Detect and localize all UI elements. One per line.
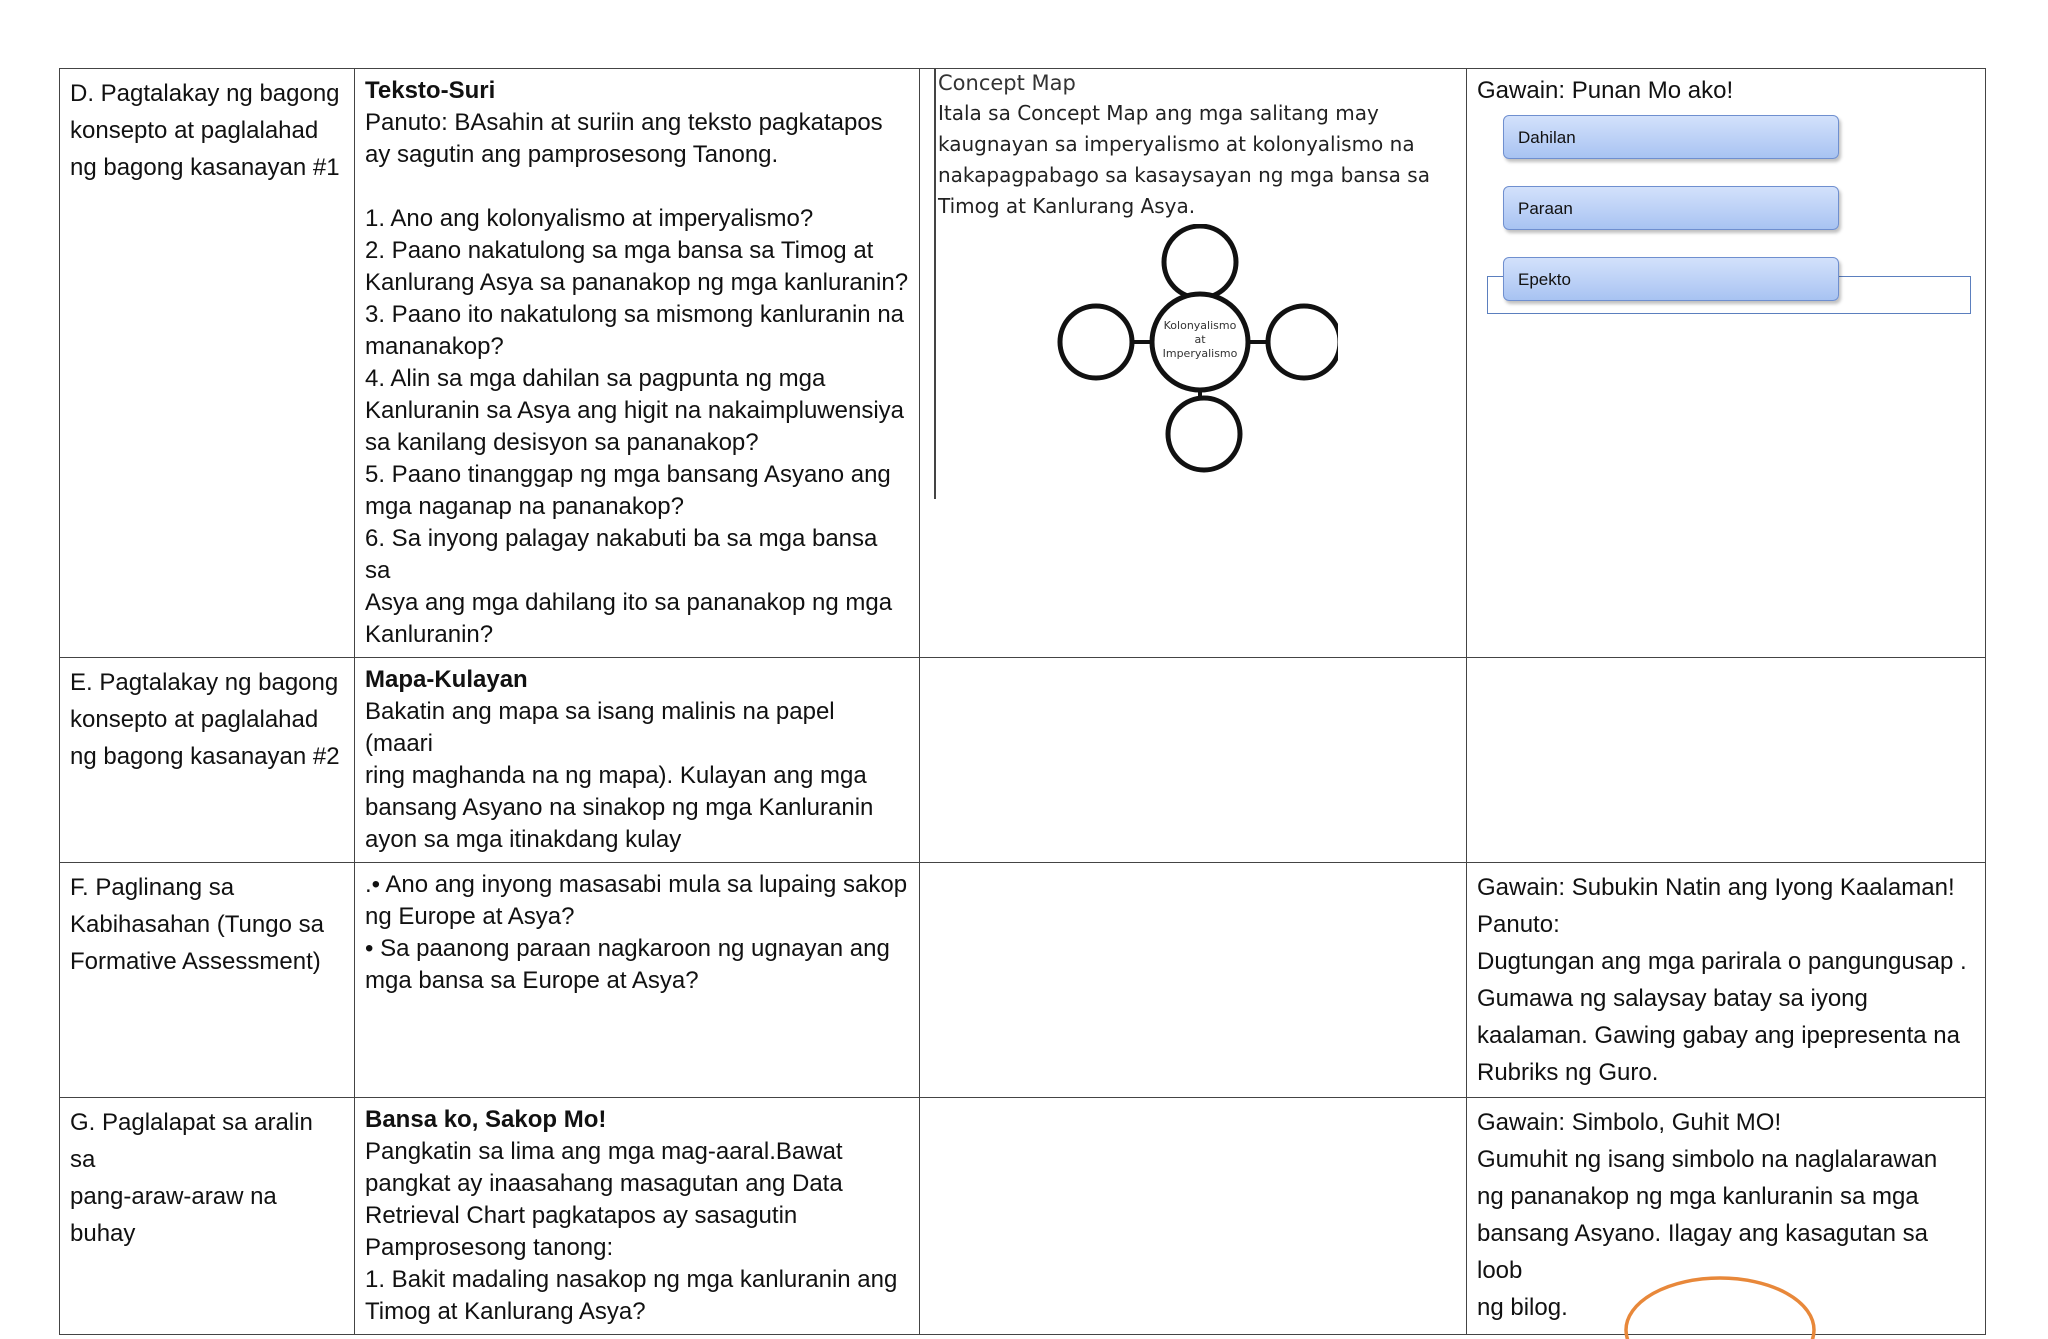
task-line: ng bilog. xyxy=(1477,1294,1568,1321)
question-line: Asya ang mga dahilang ito sa pananakop ng mga xyxy=(365,589,893,616)
task-line: Gawain: Subukin Natin ang Iyong Kaalaman! xyxy=(1477,874,1955,901)
task-line: bansang Asyano. Ilagay ang kasagutan sa loob xyxy=(1477,1220,1929,1284)
row-label-line: E. Pagtalakay ng bagong xyxy=(70,669,339,696)
task-line: Dugtungan ang mga parirala o pangungusap . xyxy=(1477,948,1967,975)
activity-cell xyxy=(355,658,920,863)
concept-map-instruction: kaugnayan sa imperyalismo at kolonyalismo na xyxy=(938,132,1415,156)
concept-bubble-top[interactable] xyxy=(1164,226,1236,298)
row-label-line: ng bagong kasanayan #1 xyxy=(70,154,340,181)
row-label-line: D. Pagtalakay ng bagong xyxy=(70,80,340,107)
task-line: Gumawa ng salaysay batay sa iyong xyxy=(1477,985,1868,1012)
activity-line: Bakatin ang mapa sa isang malinis na papel (maari xyxy=(365,698,835,757)
activity-line: Panuto: BAsahin at suriin ang teksto pagkatapos xyxy=(365,109,883,136)
table-row xyxy=(60,658,1986,863)
activity-title: Teksto-Suri xyxy=(365,77,496,104)
row-label-line: F. Paglinang sa xyxy=(70,874,235,901)
question-line: 2. Paano nakatulong sa mga bansa sa Timog at xyxy=(365,237,874,264)
concept-bubble-left[interactable] xyxy=(1060,306,1132,378)
task-line: Rubriks ng Guro. xyxy=(1477,1059,1659,1086)
activity-line: Pangkatin sa lima ang mga mag-aaral.Bawat xyxy=(365,1138,843,1165)
row-label-line: Formative Assessment) xyxy=(70,948,321,975)
concept-map-instruction: nakapagpabago sa kasaysayan ng mga bansa sa xyxy=(938,163,1430,187)
task-bars xyxy=(1477,107,1975,347)
activity-line: ay sagutin ang pamprosesong Tanong. xyxy=(365,141,779,168)
row-label-line: Kabihasahan (Tungo sa xyxy=(70,911,324,938)
activity-line: bansang Asyano na sinakop ng mga Kanluranin xyxy=(365,794,874,821)
activity-line: ring maghanda na ng mapa). Kulayan ang mga xyxy=(365,762,867,789)
table-row xyxy=(60,69,1986,658)
bullet-line: .• Ano ang inyong masasabi mula sa lupaing sakop xyxy=(365,871,908,898)
activity-line: 1. Bakit madaling nasakop ng mga kanluranin ang xyxy=(365,1266,898,1293)
task-line: ng pananakop ng mga kanluranin sa mga xyxy=(1477,1183,1919,1210)
concept-map-diagram xyxy=(1018,224,1338,494)
concept-map-cell xyxy=(920,69,1467,658)
center-label-line: at xyxy=(1194,333,1206,346)
center-label-line: Imperyalismo xyxy=(1162,347,1238,360)
question-line: Kanluranin? xyxy=(365,621,494,648)
row-label-line: ng bagong kasanayan #2 xyxy=(70,743,340,770)
task-line: Gumuhit ng isang simbolo na naglalarawan xyxy=(1477,1146,1938,1173)
concept-map-instruction: Timog at Kanlurang Asya. xyxy=(938,194,1196,218)
row-label-cell xyxy=(60,1098,355,1335)
bullet-line: • Sa paanong paraan nagkaroon ng ugnayan ang xyxy=(365,935,890,962)
empty-cell xyxy=(920,863,1467,1098)
question-line: sa kanilang desisyon sa pananakop? xyxy=(365,429,759,456)
row-label-line: pang-araw-araw na xyxy=(70,1183,277,1210)
row-label-cell xyxy=(60,69,355,658)
activity-title: Bansa ko, Sakop Mo! xyxy=(365,1106,607,1133)
activity-cell xyxy=(355,1098,920,1335)
table-row xyxy=(60,863,1986,1098)
concept-bubble-bottom[interactable] xyxy=(1168,398,1240,470)
empty-cell xyxy=(920,658,1467,863)
task-cell xyxy=(1467,69,1986,658)
question-line: Kanluranin sa Asya ang higit na nakaimpluwensiya xyxy=(365,397,905,424)
bar-epekto: Epekto xyxy=(1503,257,1839,301)
activity-line: Retrieval Chart pagkatapos ay sasagutin xyxy=(365,1202,798,1229)
bar-paraan: Paraan xyxy=(1503,186,1839,230)
margin-rule xyxy=(934,69,936,499)
bullet-line: mga bansa sa Europe at Asya? xyxy=(365,967,699,994)
row-label-line: buhay xyxy=(70,1220,136,1247)
activity-line: pangkat ay inaasahang masagutan ang Data xyxy=(365,1170,843,1197)
concept-map-title: Concept Map xyxy=(938,71,1076,95)
question-line: 1. Ano ang kolonyalismo at imperyalismo? xyxy=(365,205,814,232)
row-label-line: konsepto at paglalahad xyxy=(70,706,319,733)
question-line: 4. Alin sa mga dahilan sa pagpunta ng mga xyxy=(365,365,826,392)
task-line: Gawain: Simbolo, Guhit MO! xyxy=(1477,1109,1782,1136)
empty-cell xyxy=(920,1098,1467,1335)
task-line: Panuto: xyxy=(1477,911,1560,938)
row-label-line: konsepto at paglalahad xyxy=(70,117,319,144)
question-line: 6. Sa inyong palagay nakabuti ba sa mga bansa sa xyxy=(365,525,878,584)
question-line: mga naganap na pananakop? xyxy=(365,493,684,520)
row-label-cell xyxy=(60,658,355,863)
concept-map-instruction: Itala sa Concept Map ang mga salitang may xyxy=(938,101,1379,125)
activity-line: Timog at Kanlurang Asya? xyxy=(365,1298,646,1325)
concept-bubble-right[interactable] xyxy=(1268,306,1338,378)
row-label-line: G. Paglalapat sa aralin sa xyxy=(70,1109,313,1173)
activity-line: ayon sa mga itinakdang kulay xyxy=(365,826,682,853)
bar-dahilan: Dahilan xyxy=(1503,115,1839,159)
activity-cell xyxy=(355,863,920,1098)
lesson-plan-table xyxy=(59,68,1986,1335)
activity-title: Mapa-Kulayan xyxy=(365,666,528,693)
row-label-cell xyxy=(60,863,355,1098)
task-title: Gawain: Punan Mo ako! xyxy=(1477,77,1734,104)
drawing-oval-shape xyxy=(1620,1270,1820,1339)
bullet-line: ng Europe at Asya? xyxy=(365,903,575,930)
question-line: 3. Paano ito nakatulong sa mismong kanluranin na xyxy=(365,301,905,328)
task-cell xyxy=(1467,863,1986,1098)
activity-cell xyxy=(355,69,920,658)
empty-cell xyxy=(1467,658,1986,863)
question-line: 5. Paano tinanggap ng mga bansang Asyano ang xyxy=(365,461,891,488)
center-label-line: Kolonyalismo xyxy=(1163,319,1237,332)
blank-line xyxy=(365,171,909,203)
task-line: kaalaman. Gawing gabay ang ipepresenta na xyxy=(1477,1022,1960,1049)
activity-line: Pamprosesong tanong: xyxy=(365,1234,614,1261)
question-line: mananakop? xyxy=(365,333,504,360)
question-line: Kanlurang Asya sa pananakop ng mga kanluranin? xyxy=(365,269,909,296)
concept-map-block xyxy=(938,69,1456,503)
